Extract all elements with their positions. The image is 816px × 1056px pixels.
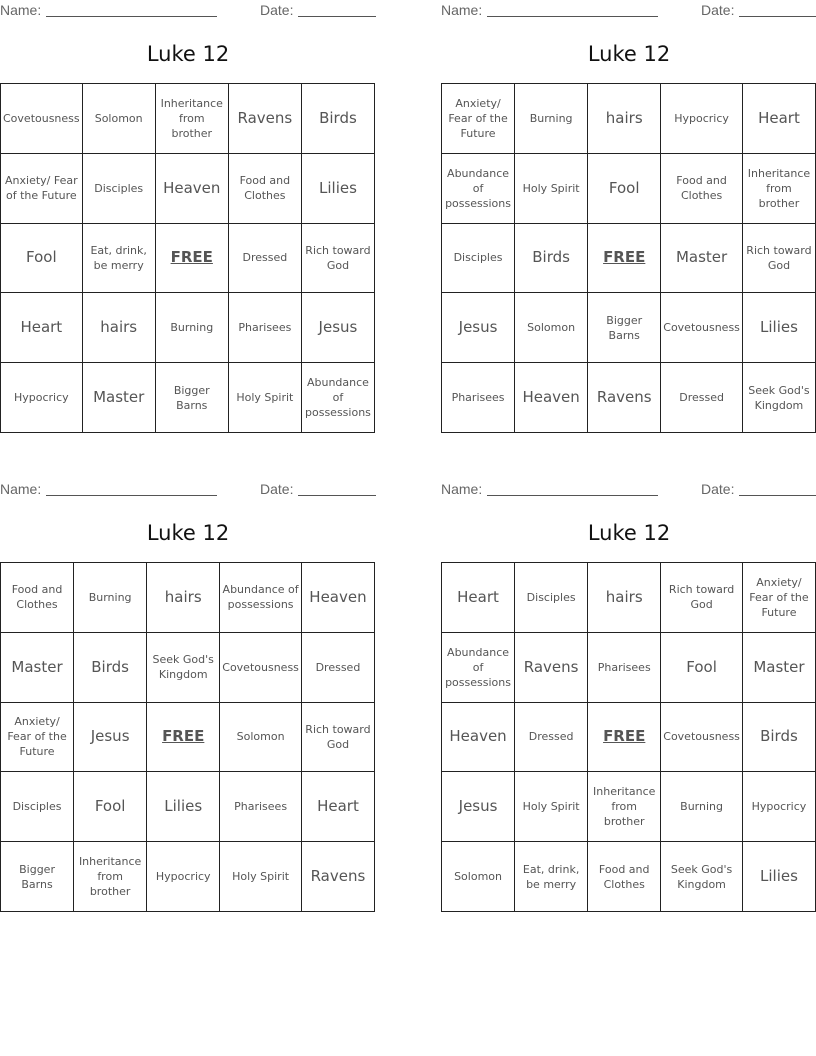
bingo-cell: Fool	[1, 224, 83, 294]
bingo-cell: hairs	[147, 563, 220, 633]
bingo-cell: Jesus	[442, 293, 515, 363]
bingo-cell: Birds	[743, 703, 816, 773]
bingo-grid	[0, 562, 375, 912]
bingo-card	[441, 0, 816, 430]
bingo-cell: Abundance of possessions	[442, 633, 515, 703]
card-title: Luke 12	[146, 42, 230, 66]
bingo-cell: Ravens	[588, 363, 661, 433]
bingo-cell: Seek God's Kingdom	[661, 842, 743, 912]
name-label: Name:	[0, 2, 42, 18]
name-blank-line	[487, 495, 658, 496]
bingo-cell: Inheritance from brother	[743, 154, 816, 224]
bingo-cell: Birds	[515, 224, 588, 294]
card-title: Luke 12	[146, 521, 230, 545]
bingo-cell: Hypocricy	[147, 842, 220, 912]
bingo-cell: Holy Spirit	[229, 363, 302, 433]
bingo-cell: Dressed	[229, 224, 302, 294]
bingo-cell: Bigger Barns	[1, 842, 74, 912]
bingo-cell: Eat, drink, be merry	[83, 224, 156, 294]
bingo-card	[0, 0, 376, 430]
bingo-cell: Heart	[1, 293, 83, 363]
bingo-cell: Jesus	[302, 293, 375, 363]
bingo-cell: Inheritance from brother	[588, 772, 661, 842]
date-label: Date:	[701, 2, 735, 18]
bingo-cell: Bigger Barns	[156, 363, 229, 433]
bingo-cell: Holy Spirit	[220, 842, 302, 912]
bingo-cell: hairs	[83, 293, 156, 363]
bingo-cell: Heart	[743, 84, 816, 154]
bingo-cell: Fool	[661, 633, 743, 703]
name-label: Name:	[0, 481, 42, 497]
name-label: Name:	[441, 481, 483, 497]
bingo-card	[441, 479, 816, 909]
date-label: Date:	[260, 481, 294, 497]
bingo-cell: Anxiety/ Fear of the Future	[1, 703, 74, 773]
bingo-cell: Heaven	[442, 703, 515, 773]
bingo-cell: Abundance of possessions	[302, 363, 375, 433]
free-space-cell: FREE	[588, 224, 661, 294]
date-label: Date:	[260, 2, 294, 18]
card-title: Luke 12	[587, 42, 671, 66]
date-blank-line	[298, 16, 376, 17]
bingo-cell: Food and Clothes	[588, 842, 661, 912]
bingo-cell: Lilies	[743, 842, 816, 912]
bingo-cell: Ravens	[229, 84, 302, 154]
bingo-cell: Birds	[74, 633, 147, 703]
bingo-grid	[441, 562, 816, 912]
bingo-grid	[0, 83, 375, 433]
bingo-cell: Hypocricy	[743, 772, 816, 842]
date-label: Date:	[701, 481, 735, 497]
bingo-cell: Birds	[302, 84, 375, 154]
name-blank-line	[487, 16, 658, 17]
bingo-cell: Anxiety/ Fear of the Future	[442, 84, 515, 154]
bingo-cell: Heaven	[156, 154, 229, 224]
bingo-cell: Solomon	[515, 293, 588, 363]
bingo-cell: Pharisees	[220, 772, 302, 842]
bingo-grid	[441, 83, 816, 433]
bingo-cell: Anxiety/ Fear of the Future	[1, 154, 83, 224]
bingo-cell: Covetousness	[1, 84, 83, 154]
bingo-cell: Disciples	[1, 772, 74, 842]
bingo-cell: Seek God's Kingdom	[743, 363, 816, 433]
bingo-cell: Heart	[442, 563, 515, 633]
bingo-cell: Master	[83, 363, 156, 433]
bingo-cell: Hypocricy	[1, 363, 83, 433]
bingo-cell: Rich toward God	[661, 563, 743, 633]
bingo-cell: Holy Spirit	[515, 154, 588, 224]
free-space-cell: FREE	[588, 703, 661, 773]
bingo-cell: Burning	[515, 84, 588, 154]
bingo-cell: Rich toward God	[743, 224, 816, 294]
bingo-cell: Pharisees	[588, 633, 661, 703]
bingo-cell: Bigger Barns	[588, 293, 661, 363]
bingo-cell: Seek God's Kingdom	[147, 633, 220, 703]
bingo-cell: Covetousness	[220, 633, 302, 703]
bingo-cell: Dressed	[661, 363, 743, 433]
bingo-cell: Dressed	[515, 703, 588, 773]
name-date-bar	[441, 0, 816, 22]
bingo-cell: Food and Clothes	[1, 563, 74, 633]
bingo-cell: Master	[661, 224, 743, 294]
bingo-cell: Hypocricy	[661, 84, 743, 154]
card-title: Luke 12	[587, 521, 671, 545]
bingo-cell: Fool	[588, 154, 661, 224]
bingo-cell: Fool	[74, 772, 147, 842]
bingo-cell: Disciples	[83, 154, 156, 224]
bingo-cell: Pharisees	[442, 363, 515, 433]
bingo-cell: Jesus	[74, 703, 147, 773]
bingo-cell: Holy Spirit	[515, 772, 588, 842]
name-date-bar	[0, 0, 376, 22]
bingo-cell: Master	[1, 633, 74, 703]
bingo-cell: Jesus	[442, 772, 515, 842]
bingo-cell: Ravens	[302, 842, 375, 912]
date-blank-line	[739, 495, 816, 496]
free-space-cell: FREE	[147, 703, 220, 773]
bingo-cell: Rich toward God	[302, 703, 375, 773]
bingo-cell: Burning	[156, 293, 229, 363]
bingo-cell: Inheritance from brother	[74, 842, 147, 912]
bingo-cell: Heart	[302, 772, 375, 842]
bingo-cell: Rich toward God	[302, 224, 375, 294]
bingo-cell: hairs	[588, 563, 661, 633]
bingo-cell: Solomon	[442, 842, 515, 912]
bingo-cell: Heaven	[515, 363, 588, 433]
bingo-cell: Food and Clothes	[661, 154, 743, 224]
bingo-cell: Lilies	[743, 293, 816, 363]
bingo-cell: Eat, drink, be merry	[515, 842, 588, 912]
name-date-bar	[0, 479, 376, 501]
bingo-cell: Lilies	[302, 154, 375, 224]
bingo-cell: Master	[743, 633, 816, 703]
bingo-cell: Lilies	[147, 772, 220, 842]
bingo-cell: Covetousness	[661, 703, 743, 773]
bingo-cell: Pharisees	[229, 293, 302, 363]
bingo-cell: Abundance of possessions	[442, 154, 515, 224]
bingo-cell: Ravens	[515, 633, 588, 703]
name-blank-line	[46, 16, 217, 17]
bingo-cell: Food and Clothes	[229, 154, 302, 224]
date-blank-line	[298, 495, 376, 496]
bingo-cell: Abundance of possessions	[220, 563, 302, 633]
bingo-cell: Burning	[661, 772, 743, 842]
bingo-cell: Burning	[74, 563, 147, 633]
bingo-cell: hairs	[588, 84, 661, 154]
name-label: Name:	[441, 2, 483, 18]
bingo-card	[0, 479, 376, 909]
bingo-cell: Dressed	[302, 633, 375, 703]
date-blank-line	[739, 16, 816, 17]
bingo-cell: Anxiety/ Fear of the Future	[743, 563, 816, 633]
bingo-cell: Inheritance from brother	[156, 84, 229, 154]
bingo-cell: Solomon	[83, 84, 156, 154]
bingo-cell: Covetousness	[661, 293, 743, 363]
bingo-cell: Disciples	[515, 563, 588, 633]
bingo-cell: Heaven	[302, 563, 375, 633]
name-blank-line	[46, 495, 217, 496]
bingo-cell: Disciples	[442, 224, 515, 294]
name-date-bar	[441, 479, 816, 501]
bingo-cell: Solomon	[220, 703, 302, 773]
free-space-cell: FREE	[156, 224, 229, 294]
